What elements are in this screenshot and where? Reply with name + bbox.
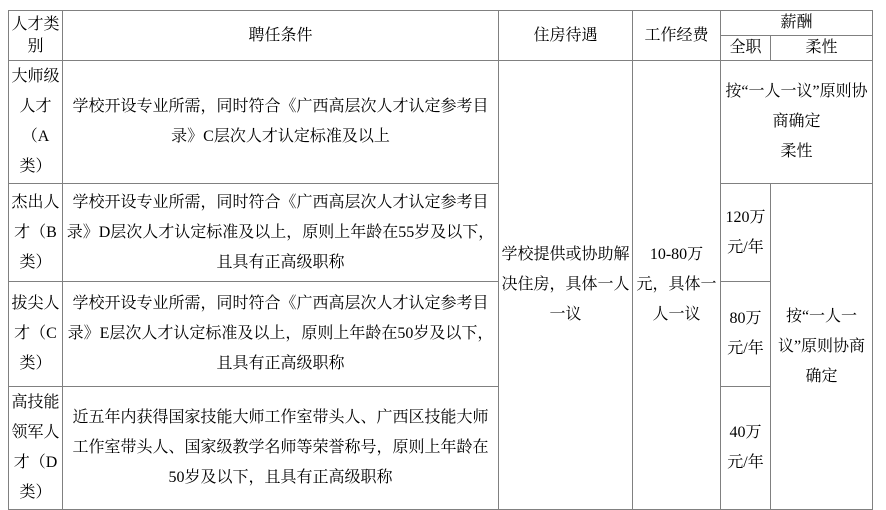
fulltime-salary-cell-b: 120万元/年: [721, 184, 771, 282]
header-housing-benefit: 住房待遇: [499, 11, 633, 61]
flexible-salary-cell-bcd: 按“一人一议”原则协商确定: [771, 184, 873, 510]
header-salary: 薪酬: [721, 11, 873, 36]
header-work-funds: 工作经费: [633, 11, 721, 61]
table-row-c: [9, 282, 873, 387]
fulltime-salary-cell-d: 40万元/年: [721, 387, 771, 510]
category-cell-b: 杰出人才（B类）: [9, 184, 63, 282]
category-cell-d: 高技能领军人才（D类）: [9, 387, 63, 510]
category-cell-a: 大师级人才（A类）: [9, 61, 63, 184]
salary-cell-a-line2: 柔性: [780, 143, 813, 160]
table-row-a: [9, 61, 873, 184]
fulltime-salary-cell-c: 80万元/年: [721, 282, 771, 387]
salary-cell-a: [721, 61, 873, 184]
table-row-b: [9, 184, 873, 282]
header-row-1: [9, 11, 873, 36]
header-salary-flexible: 柔性: [771, 36, 873, 61]
salary-cell-a-line1: 按“一人一议”原则协商确定: [725, 83, 868, 130]
condition-cell-c: 学校开设专业所需，同时符合《广西高层次人才认定参考目录》E层次人才认定标准及以上，原则上年龄在50岁及以下，且具有正高级职称: [63, 282, 499, 387]
header-employment-conditions: 聘任条件: [63, 11, 499, 61]
housing-value-cell: 学校提供或协助解决住房，具体一人一议: [499, 61, 633, 510]
table-row-d: [9, 387, 873, 510]
condition-cell-b: 学校开设专业所需，同时符合《广西高层次人才认定参考目录》D层次人才认定标准及以上，原则上年龄在55岁及以下，且具有正高级职称: [63, 184, 499, 282]
work-funds-value-cell: 10-80万元，具体一人一议: [633, 61, 721, 510]
header-talent-category: 人才类别: [9, 11, 63, 61]
condition-cell-a: 学校开设专业所需，同时符合《广西高层次人才认定参考目录》C层次人才认定标准及以上: [63, 61, 499, 184]
header-salary-full-time: 全职: [721, 36, 771, 61]
category-cell-c: 拔尖人才（C类）: [9, 282, 63, 387]
talent-benefits-table: [8, 10, 873, 510]
condition-cell-d: 近五年内获得国家技能大师工作室带头人、广西区技能大师工作室带头人、国家级教学名师等荣誉称号，原则上年龄在50岁及以下，且具有正高级职称: [63, 387, 499, 510]
